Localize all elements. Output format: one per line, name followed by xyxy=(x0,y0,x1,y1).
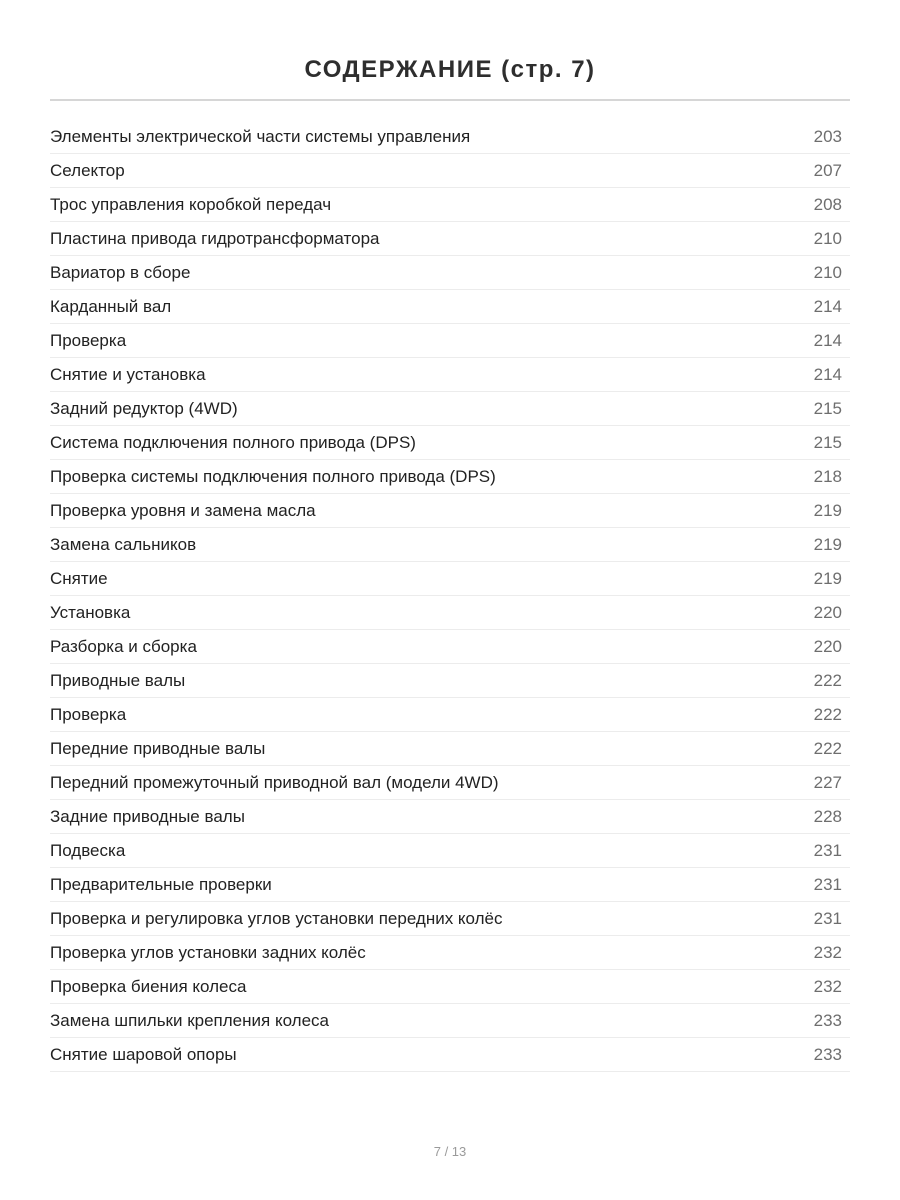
toc-entry-title[interactable]: Селектор xyxy=(50,161,125,180)
toc-entry-title[interactable]: Проверка уровня и замена масла xyxy=(50,501,316,520)
toc-entry-page: 222 xyxy=(813,671,842,690)
toc-entry-title[interactable]: Система подключения полного привода (DPS) xyxy=(50,433,416,452)
toc-entry-page: 228 xyxy=(813,807,842,826)
toc-entry-title[interactable]: Предварительные проверки xyxy=(50,875,272,894)
toc-entry-title[interactable]: Передний промежуточный приводной вал (модели 4WD) xyxy=(50,773,499,792)
toc-entry[interactable] xyxy=(50,426,850,460)
toc-entry-page: 210 xyxy=(813,229,842,248)
toc-entry-title[interactable]: Проверка xyxy=(50,705,127,724)
toc-list xyxy=(50,120,850,1072)
toc-entry[interactable] xyxy=(50,664,850,698)
toc-entry-title[interactable]: Задние приводные валы xyxy=(50,807,245,826)
toc-entry-page: 222 xyxy=(813,739,842,758)
toc-entry[interactable] xyxy=(50,766,850,800)
toc-entry[interactable] xyxy=(50,324,850,358)
toc-entry-title[interactable]: Приводные валы xyxy=(50,671,186,690)
toc-entry-page: 207 xyxy=(813,161,842,180)
toc-entry-title[interactable]: Замена сальников xyxy=(50,535,197,554)
toc-entry-page: 215 xyxy=(813,433,842,452)
toc-entry-page: 210 xyxy=(813,263,842,282)
toc-entry-title[interactable]: Пластина привода гидротрансформатора xyxy=(50,229,380,248)
toc-entry-title[interactable]: Снятие и установка xyxy=(50,365,206,384)
toc-entry[interactable] xyxy=(50,358,850,392)
toc-entry-title[interactable]: Проверка xyxy=(50,331,127,350)
toc-entry-title[interactable]: Проверка и регулировка углов установки передних колёс xyxy=(50,909,503,928)
toc-entry[interactable] xyxy=(50,256,850,290)
toc-entry-page: 231 xyxy=(813,909,842,928)
toc-entry[interactable] xyxy=(50,630,850,664)
toc-entry-page: 214 xyxy=(813,365,842,384)
toc-entry-page: 227 xyxy=(813,773,842,792)
toc-entry[interactable] xyxy=(50,528,850,562)
toc-entry-page: 214 xyxy=(813,297,842,316)
toc-entry-title[interactable]: Трос управления коробкой передач xyxy=(50,195,332,214)
toc-entry[interactable] xyxy=(50,868,850,902)
toc-entry-page: 222 xyxy=(813,705,842,724)
toc-entry-title[interactable]: Карданный вал xyxy=(50,297,172,316)
toc-entry[interactable] xyxy=(50,732,850,766)
toc-entry[interactable] xyxy=(50,562,850,596)
toc-entry-page: 233 xyxy=(813,1011,842,1030)
toc-entry-page: 231 xyxy=(813,875,842,894)
toc-entry-page: 231 xyxy=(813,841,842,860)
page-title: СОДЕРЖАНИЕ (стр. 7) xyxy=(304,56,596,84)
toc-entry-title[interactable]: Элементы электрической части системы управления xyxy=(50,127,471,146)
toc-entry-page: 219 xyxy=(813,569,842,588)
toc-entry-page: 208 xyxy=(813,195,842,214)
toc-entry-title[interactable]: Установка xyxy=(50,603,131,622)
toc-entry-title[interactable]: Задний редуктор (4WD) xyxy=(50,399,238,418)
toc-entry[interactable] xyxy=(50,222,850,256)
toc-entry[interactable] xyxy=(50,902,850,936)
toc-entry-title[interactable]: Снятие шаровой опоры xyxy=(50,1045,237,1064)
toc-entry-page: 215 xyxy=(813,399,842,418)
page-counter: 7 / 13 xyxy=(433,1144,467,1159)
toc-entry-title[interactable]: Разборка и сборка xyxy=(50,637,197,656)
toc-entry-title[interactable]: Проверка углов установки задних колёс xyxy=(50,943,366,962)
toc-entry-page: 220 xyxy=(813,637,842,656)
toc-entry-page: 219 xyxy=(813,501,842,520)
toc-entry-title[interactable]: Проверка биения колеса xyxy=(50,977,247,996)
toc-entry[interactable] xyxy=(50,120,850,154)
title-divider xyxy=(50,99,850,101)
toc-entry[interactable] xyxy=(50,834,850,868)
toc-entry-title[interactable]: Проверка системы подключения полного привода (DPS) xyxy=(50,467,496,486)
toc-entry-page: 233 xyxy=(813,1045,842,1064)
toc-entry[interactable] xyxy=(50,596,850,630)
toc-entry[interactable] xyxy=(50,1004,850,1038)
toc-entry-page: 219 xyxy=(813,535,842,554)
toc-entry-page: 218 xyxy=(813,467,842,486)
toc-entry-title[interactable]: Замена шпильки крепления колеса xyxy=(50,1011,329,1030)
toc-entry[interactable] xyxy=(50,800,850,834)
toc-entry-title[interactable]: Подвеска xyxy=(50,841,126,860)
toc-entry[interactable] xyxy=(50,392,850,426)
toc-entry[interactable] xyxy=(50,698,850,732)
toc-entry-page: 203 xyxy=(813,127,842,146)
toc-entry[interactable] xyxy=(50,188,850,222)
toc-entry[interactable] xyxy=(50,936,850,970)
toc-entry[interactable] xyxy=(50,290,850,324)
toc-entry[interactable] xyxy=(50,970,850,1004)
toc-entry-page: 232 xyxy=(813,977,842,996)
toc-entry[interactable] xyxy=(50,460,850,494)
toc-entry[interactable] xyxy=(50,154,850,188)
toc-entry-title[interactable]: Передние приводные валы xyxy=(50,739,266,758)
toc-entry[interactable] xyxy=(50,494,850,528)
toc-entry-page: 232 xyxy=(813,943,842,962)
toc-entry-page: 220 xyxy=(813,603,842,622)
toc-entry-title[interactable]: Вариатор в сборе xyxy=(50,263,191,282)
toc-entry[interactable] xyxy=(50,1038,850,1072)
toc-entry-page: 214 xyxy=(813,331,842,350)
toc-entry-title[interactable]: Снятие xyxy=(50,569,108,588)
